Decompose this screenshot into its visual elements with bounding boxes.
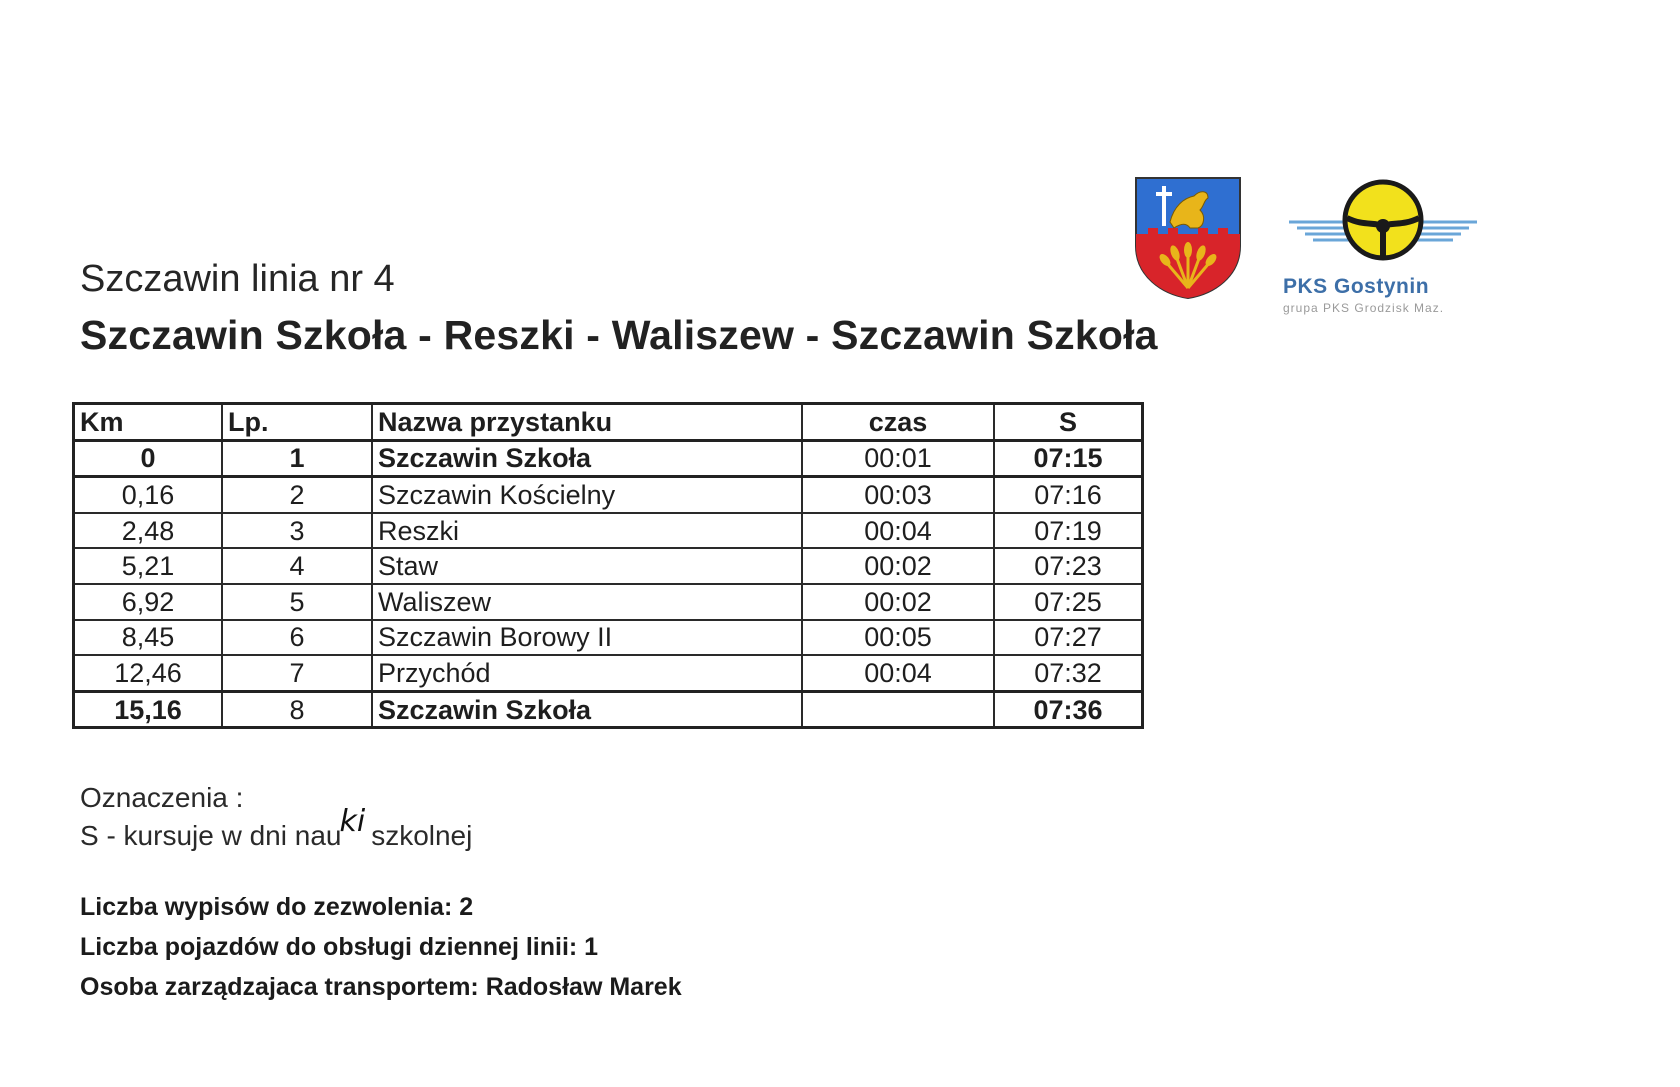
cell-s: 07:19 — [994, 513, 1143, 549]
info-vehicles: Liczba pojazdów do obsługi dziennej linii: 1 — [80, 933, 599, 961]
header-lp: Lp. — [222, 404, 372, 441]
cell-s: 07:36 — [994, 691, 1143, 728]
cell-stop-name: Staw — [372, 548, 802, 584]
cell-lp: 2 — [222, 477, 372, 513]
header-km: Km — [74, 404, 223, 441]
cell-s: 07:15 — [994, 440, 1143, 477]
cell-czas: 00:03 — [802, 477, 994, 513]
cell-czas: 00:05 — [802, 620, 994, 656]
legend-heading: Oznaczenia : — [80, 782, 244, 813]
table-row — [74, 620, 1143, 656]
cell-stop-name: Reszki — [372, 513, 802, 549]
table-row — [74, 584, 1143, 620]
table-row — [74, 513, 1143, 549]
info-manager: Osoba zarządzajaca transportem: Radosław Marek — [80, 973, 682, 1001]
cell-czas: 00:04 — [802, 513, 994, 549]
cell-km: 15,16 — [74, 691, 223, 728]
handwritten-correction: ki — [339, 804, 366, 839]
cell-lp: 1 — [222, 440, 372, 477]
header-stop-name: Nazwa przystanku — [372, 404, 802, 441]
page-title: Szczawin linia nr 4 — [80, 258, 395, 300]
table-row — [74, 691, 1143, 728]
winged-wheel-icon — [1283, 178, 1483, 270]
cell-lp: 6 — [222, 620, 372, 656]
table-row — [74, 477, 1143, 513]
cell-czas: 00:02 — [802, 584, 994, 620]
table-row — [74, 440, 1143, 477]
cell-stop-name: Szczawin Szkoła — [372, 440, 802, 477]
cell-stop-name: Szczawin Borowy II — [372, 620, 802, 656]
operator-group: grupa PKS Grodzisk Maz. — [1283, 301, 1445, 315]
table-header-row — [74, 404, 1143, 441]
cell-czas: 00:02 — [802, 548, 994, 584]
table-row — [74, 655, 1143, 691]
cell-km: 2,48 — [74, 513, 223, 549]
cell-lp: 3 — [222, 513, 372, 549]
cell-stop-name: Przychód — [372, 655, 802, 691]
route-heading: Szczawin Szkoła - Reszki - Waliszew - Szczawin Szkoła — [80, 312, 1158, 358]
cell-stop-name: Szczawin Szkoła — [372, 691, 802, 728]
cell-czas: 00:01 — [802, 440, 994, 477]
cell-czas — [802, 691, 994, 728]
cell-s: 07:32 — [994, 655, 1143, 691]
cell-stop-name: Waliszew — [372, 584, 802, 620]
cell-s: 07:25 — [994, 584, 1143, 620]
cell-s: 07:27 — [994, 620, 1143, 656]
cell-s: 07:23 — [994, 548, 1143, 584]
header-czas: czas — [802, 404, 994, 441]
timetable — [72, 402, 1144, 729]
cell-km: 6,92 — [74, 584, 223, 620]
legend-text — [80, 804, 473, 853]
table-row — [74, 548, 1143, 584]
info-permits: Liczba wypisów do zezwolenia: 2 — [80, 893, 474, 921]
pks-logo — [1283, 178, 1483, 314]
cell-km: 0,16 — [74, 477, 223, 513]
cell-km: 12,46 — [74, 655, 223, 691]
cell-lp: 8 — [222, 691, 372, 728]
cell-czas: 00:04 — [802, 655, 994, 691]
legend-text-start: S - kursuje w dni nau — [80, 820, 342, 851]
coat-of-arms-logo — [1134, 176, 1242, 300]
cell-stop-name: Szczawin Kościelny — [372, 477, 802, 513]
operator-name: PKS Gostynin — [1283, 275, 1430, 298]
cell-lp: 5 — [222, 584, 372, 620]
cell-s: 07:16 — [994, 477, 1143, 513]
cell-km: 8,45 — [74, 620, 223, 656]
cell-lp: 7 — [222, 655, 372, 691]
cell-km: 5,21 — [74, 548, 223, 584]
cell-km: 0 — [74, 440, 223, 477]
cell-lp: 4 — [222, 548, 372, 584]
legend-text-end: szkolnej — [371, 820, 473, 851]
header-s: S — [994, 404, 1143, 441]
